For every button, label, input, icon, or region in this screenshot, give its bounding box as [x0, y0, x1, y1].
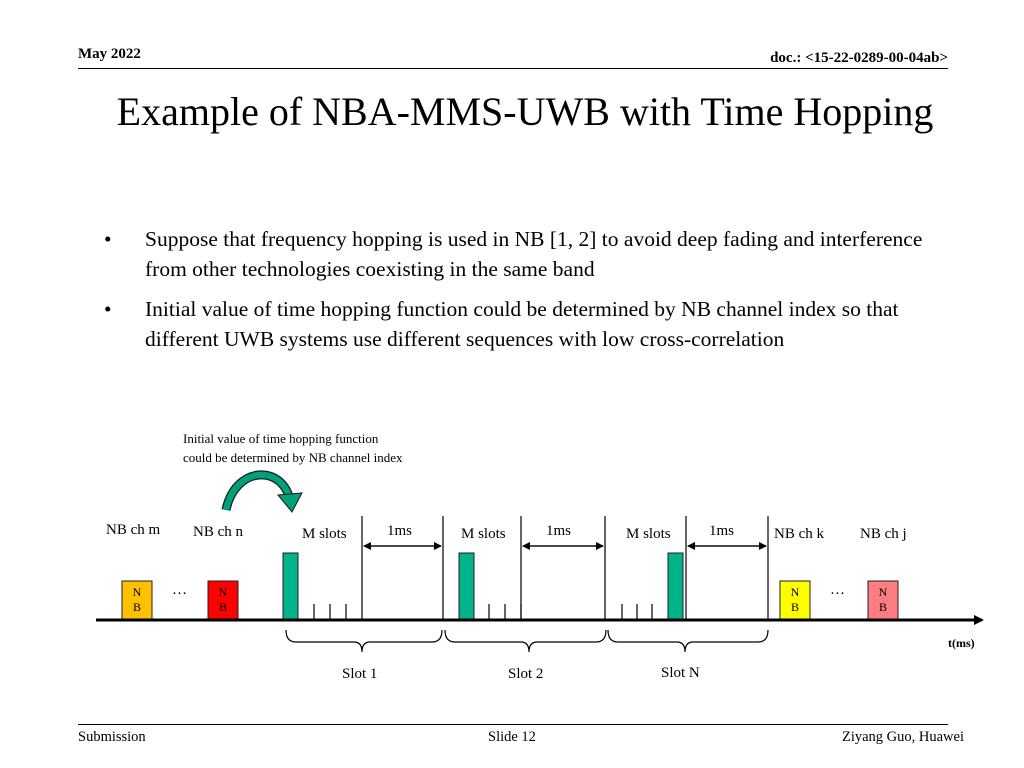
nb-channel-label: NB ch k	[774, 526, 824, 542]
svg-text:N: N	[132, 585, 142, 599]
duration-label: 1ms	[709, 523, 735, 539]
m-slots-label: M slots	[461, 526, 506, 542]
ellipsis: …	[172, 582, 187, 598]
bullet-dot: •	[104, 297, 112, 321]
footer-slide-number: Slide 12	[488, 729, 536, 745]
uwb-pulse	[459, 553, 474, 620]
header-doc-id: doc.: <15-22-0289-00-04ab>	[770, 50, 948, 66]
axis-label: t(ms)	[948, 636, 975, 650]
header-date: May 2022	[78, 46, 141, 62]
bullet-dot: •	[104, 227, 112, 251]
m-slots-label: M slots	[302, 526, 347, 542]
nb-channel-label: NB ch n	[193, 524, 243, 540]
svg-text:B: B	[218, 600, 228, 614]
svg-text:B: B	[878, 600, 888, 614]
footer-submission: Submission	[78, 729, 146, 745]
slot-label: Slot 2	[508, 666, 544, 682]
ellipsis: …	[830, 582, 845, 598]
footer-author: Ziyang Guo, Huawei	[841, 729, 964, 745]
slot-label: Slot 1	[342, 666, 378, 682]
svg-text:B: B	[790, 600, 800, 614]
m-slots-label: M slots	[626, 526, 671, 542]
nb-block-j	[868, 581, 898, 620]
nb-channel-label: NB ch j	[860, 526, 907, 542]
bullet-text: Initial value of time hopping function could be determined by NB channel index so that different UWB systems use different sequences with low cross-correlation	[145, 297, 899, 351]
nb-channel-label: NB ch m	[106, 522, 161, 538]
slot-brace	[445, 630, 606, 652]
annotation-line-2: could be determined by NB channel index	[183, 450, 403, 465]
slide-title: Example of NBA-MMS-UWB with Time Hopping	[116, 89, 934, 134]
svg-text:N: N	[218, 585, 228, 599]
nb-block-n	[208, 581, 238, 620]
uwb-pulse	[283, 553, 298, 620]
footer-rule	[78, 724, 948, 725]
duration-label: 1ms	[546, 523, 572, 539]
svg-text:N: N	[878, 585, 888, 599]
slot-brace	[608, 630, 768, 652]
uwb-pulse	[668, 553, 683, 620]
annotation-line-1: Initial value of time hopping function	[183, 431, 379, 446]
curved-arrow-icon	[226, 475, 302, 512]
nb-block-k	[780, 581, 810, 620]
duration-label: 1ms	[387, 523, 413, 539]
slot-label: Slot N	[661, 665, 700, 681]
svg-text:N: N	[790, 585, 800, 599]
slot-brace	[286, 630, 442, 652]
slot-ticks	[314, 604, 652, 620]
bullet-text: Suppose that frequency hopping is used in NB [1, 2] to avoid deep fading and interference from other technologies coexisting in the same band	[145, 227, 923, 281]
nb-block-m	[122, 581, 152, 620]
svg-text:B: B	[132, 600, 142, 614]
